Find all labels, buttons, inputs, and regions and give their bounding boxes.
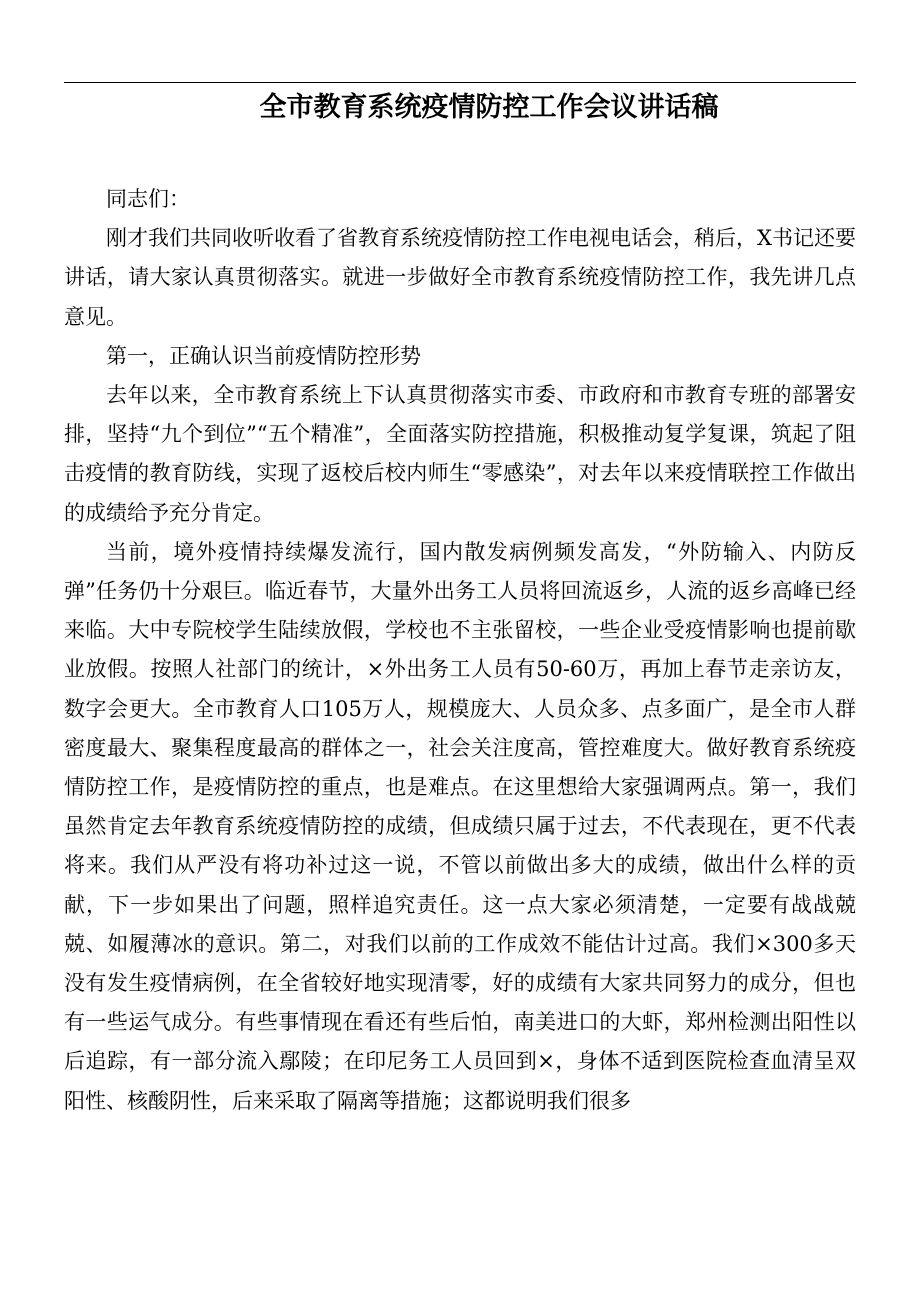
document-title: 全市教育系统疫情防控工作会议讲话稿 [259,92,719,123]
document-body [64,180,856,1121]
section-heading-1: 第一，正确认识当前疫情防控形势 [106,343,421,368]
paragraph-intro: 刚才我们共同收听收看了省教育系统疫情防控工作电视电话会，稍后，X书记还要讲话，请大家认真贯彻落实。就进一步做好全市教育系统疫情防控工作，我先讲几点意见。 [64,226,856,329]
paragraph-achievements: 去年以来，全市教育系统上下认真贯彻落实市委、市政府和市教育专班的部署安排，坚持“九个到位”“五个精准”，全面落实防控措施，积极推动复学复课，筑起了阻击疫情的教育防线，实现了返校后校内师生“零感染”，对去年以来疫情联控工作做出的成绩给予充分肯定。 [64,383,856,525]
paragraph-current-situation: 当前，境外疫情持续爆发流行，国内散发病例频发高发，“外防输入、内防反弹”任务仍十分艰巨。临近春节，大量外出务工人员将回流返乡，人流的返乡高峰已经来临。大中专院校学生陆续放假，学校也不主张留校，一些企业受疫情影响也提前歇业放假。按照人社部门的统计，×外出务工人员有50-60万，再加上春节走亲访友，数字会更大。全市教育人口105万人，规模庞大、人员众多、点多面广，是全市人群密度最大、聚集程度最高的群体之一，社会关注度高，管控难度大。做好教育系统疫情防控工作，是疫情防控的重点，也是难点。在这里想给大家强调两点。第一，我们虽然肯定去年教育系统疫情防控的成绩，但成绩只属于过去，不代表现在，更不代表将来。我们从严没有将功补过这一说，不管以前做出多大的成绩，做出什么样的贡献，下一步如果出了问题，照样追究责任。这一点大家必须清楚，一定要有战战兢兢、如履薄冰的意识。第二，对我们以前的工作成效不能估计过高。我们×300多天没有发生疫情病例，在全省较好地实现清零，好的成绩有大家共同努力的成分，但也有一些运气成分。有些事情现在看还有些后怕，南美进口的大虾，郑州检测出阳性以后追踪，有一部分流入鄢陵；在印尼务工人员回到×，身体不适到医院检查血清呈双阳性、核酸阴性，后来采取了隔离等措施；这都说明我们很多 [64,539,856,1113]
salutation: 同志们： [106,187,190,211]
header-rule [64,82,856,83]
